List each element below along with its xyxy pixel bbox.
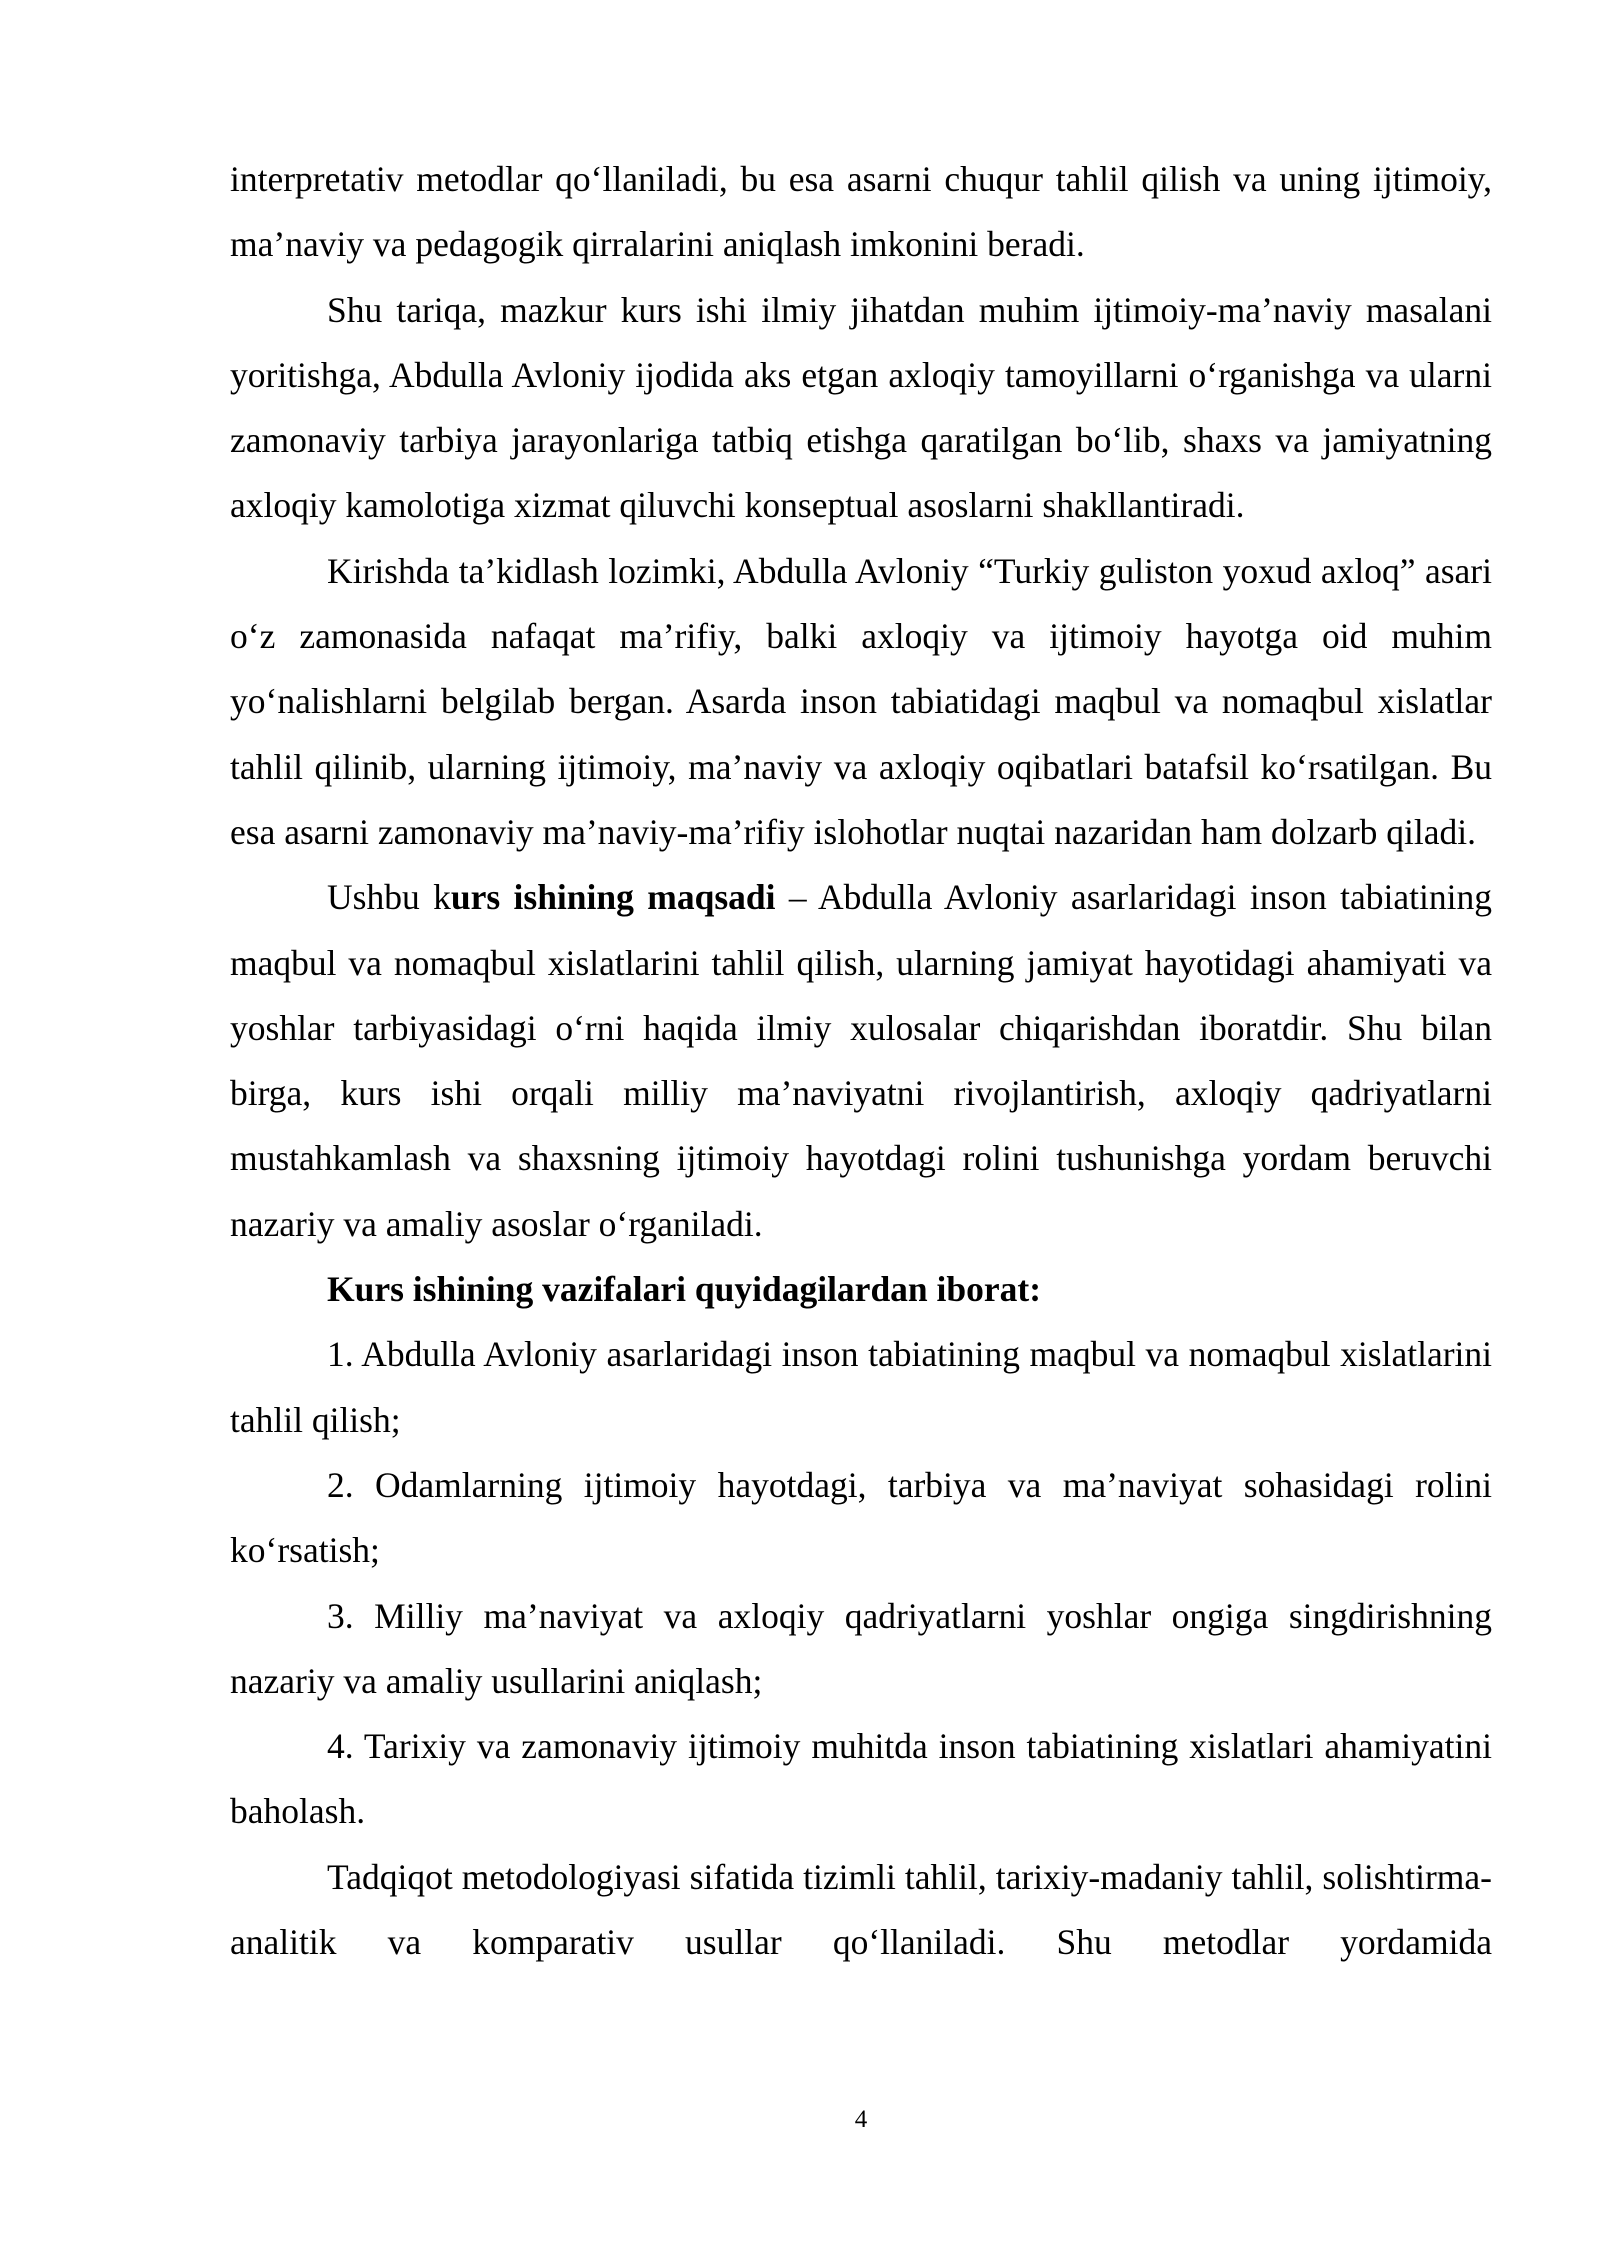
task-item-3: 3. Milliy ma’naviyat va axloqiy qadriyatlarni yoshlar ongiga singdirishning nazariy va amaliy usullarini aniqlash; xyxy=(230,1595,1492,1701)
goal-body-text: – Abdulla Avloniy asarlaridagi inson tabiatining maqbul va nomaqbul xislatlarini tahlil qilish, ularning jamiyat hayotidagi ahamiyati va yoshlar tarbiyasidagi o‘rni haqida ilmiy xulosalar chiqarishdan iboratdir. Shu bilan birga, kurs ishi orqali milliy ma’naviyatni rivojlantirish, axloqiy qadriyatlarni mustahkamlash va shaxsning ijtimoiy hayotdagi rolini tushunishga yordam beruvchi nazariy va amaliy asoslar o‘rganiladi. xyxy=(230,877,1493,1244)
page-number: 4 xyxy=(854,2106,868,2133)
paragraph-goal xyxy=(230,865,1492,1257)
paragraph-continuation: interpretativ metodlar qo‘llaniladi, bu esa asarni chuqur tahlil qilish va uning ijtimoiy, ma’naviy va pedagogik qirralarini aniqlash imkonini beradi. xyxy=(230,159,1492,265)
tasks-heading: Kurs ishining vazifalari quyidagilardan iborat: xyxy=(327,1269,1042,1310)
paragraph-introduction: Kirishda ta’kidlash lozimki, Abdulla Avloniy “Turkiy guliston yoxud axloq” asari o‘z zamonasida nafaqat ma’rifiy, balki axloqiy va ijtimoiy hayotga oid muhim yo‘nalishlarni belgilab bergan. Asarda inson tabiatidagi maqbul va nomaqbul xislatlar tahlil qilinib, ularning ijtimoiy, ma’naviy va axloqiy oqibatlari batafsil ko‘rsatilgan. Bu esa asarni zamonaviy ma’naviy-ma’rifiy islohotlar nuqtai nazaridan ham dolzarb qiladi. xyxy=(230,550,1492,852)
paragraph-conclusion: Shu tariqa, mazkur kurs ishi ilmiy jihatdan muhim ijtimoiy-ma’naviy masalani yoritishga, Abdulla Avloniy ijodida aks etgan axloqiy tamoyillarni o‘rganishga va ularni zamonaviy tarbiya jarayonlariga tatbiq etishga qaratilgan bo‘lib, shaxs va jamiyatning axloqiy kamolotiga xizmat qiluvchi konseptual asoslarni shakllantiradi. xyxy=(230,289,1492,526)
goal-bold-phrase: urs ishining maqsadi xyxy=(450,877,776,918)
task-item-1: 1. Abdulla Avloniy asarlaridagi inson tabiatining maqbul va nomaqbul xislatlarini tahlil qilish; xyxy=(230,1334,1492,1440)
document-body xyxy=(230,147,1492,1975)
paragraph-methodology: Tadqiqot metodologiyasi sifatida tizimli tahlil, tarixiy-madaniy tahlil, solishtirma-analitik va komparativ usullar qo‘llaniladi. Shu metodlar yordamida xyxy=(230,1856,1492,1963)
task-item-4: 4. Tarixiy va zamonaviy ijtimoiy muhitda inson tabiatining xislatlari ahamiyatini baholash. xyxy=(230,1726,1492,1832)
task-item-2: 2. Odamlarning ijtimoiy hayotdagi, tarbiya va ma’naviyat sohasidagi rolini ko‘rsatish; xyxy=(230,1464,1492,1571)
goal-lead-text: Ushbu k xyxy=(327,877,451,918)
